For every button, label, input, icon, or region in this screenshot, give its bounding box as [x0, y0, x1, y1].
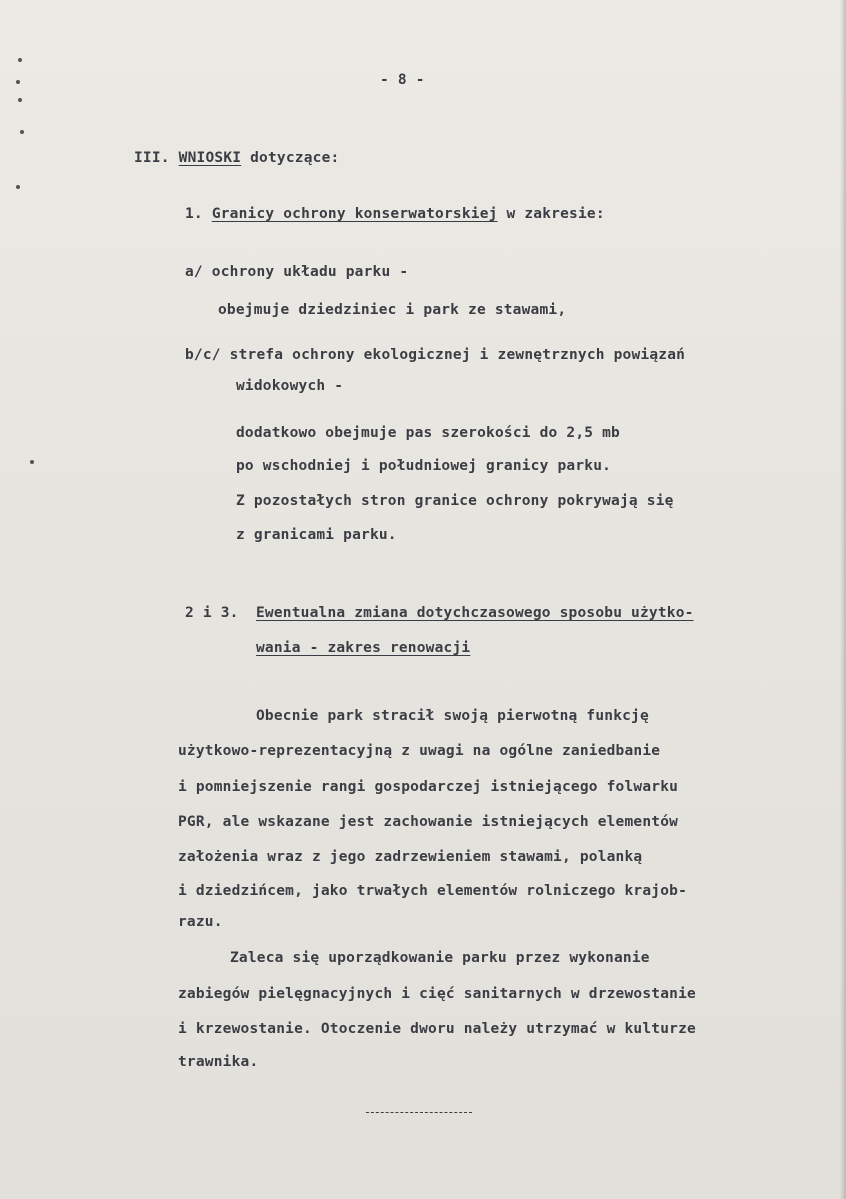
para2-line: trawnika. [178, 1054, 259, 1070]
punch-hole [16, 80, 20, 84]
para1-line: użytkowo-reprezentacyjną z uwagi na ogólne zaniedbanie [178, 743, 661, 759]
para1-line: Obecnie park stracił swoją pierwotną funkcję [256, 708, 649, 724]
para2-line: zabiegów pielęgnacyjnych i cięć sanitarnych w drzewostanie [178, 986, 696, 1002]
para1-line: i pomniejszenie rangi gospodarczej istniejącego folwarku [178, 779, 679, 795]
para1-line: PGR, ale wskazane jest zachowanie istniejących elementów [178, 814, 679, 830]
item1-number: 1. [185, 206, 203, 222]
point-bc-line6: z granicami parku. [236, 527, 397, 543]
item1-title: Granicy ochrony konserwatorskiej [211, 206, 498, 222]
section-title-rest: dotyczące: [250, 150, 340, 166]
point-bc-line2: widokowych - [236, 378, 344, 394]
punch-hole [20, 130, 24, 134]
section-title: WNIOSKI [178, 150, 242, 166]
item23-number: 2 i 3. [185, 605, 239, 621]
page-edge-shadow [840, 0, 846, 1199]
punch-hole [16, 185, 20, 189]
page-number: - 8 - [380, 72, 425, 88]
punch-hole [18, 58, 22, 62]
punch-hole [18, 98, 22, 102]
item23-title-line2: wania - zakres renowacji [256, 640, 471, 656]
point-bc-line4: po wschodniej i południowej granicy parku. [236, 458, 612, 474]
para1-line: i dziedzińcem, jako trwałych elementów rolniczego krajob- [178, 883, 687, 899]
section-number: III. [134, 150, 170, 166]
point-a-line1: a/ ochrony układu parku - [185, 264, 409, 280]
para1-line: razu. [178, 914, 223, 930]
section-heading [134, 150, 339, 166]
item1-heading [185, 206, 605, 222]
punch-holes [12, 40, 42, 540]
point-bc-line5: Z pozostałych stron granice ochrony pokrywają się [236, 493, 674, 509]
point-a-line2: obejmuje dziedziniec i park ze stawami, [218, 302, 567, 318]
item23-title-line1: Ewentualna zmiana dotychczasowego sposobu użytko- [256, 605, 694, 621]
point-bc-line3: dodatkowo obejmuje pas szerokości do 2,5 mb [236, 425, 620, 441]
punch-hole [30, 460, 34, 464]
para1-line: założenia wraz z jego zadrzewieniem stawami, polanką [178, 849, 643, 865]
item1-title-rest: w zakresie: [506, 206, 605, 222]
para2-line: i krzewostanie. Otoczenie dworu należy utrzymać w kulturze [178, 1021, 696, 1037]
point-bc-line1: b/c/ strefa ochrony ekologicznej i zewnętrznych powiązań [185, 347, 686, 363]
para2-line: Zaleca się uporządkowanie parku przez wykonanie [230, 950, 650, 966]
end-separator [366, 1112, 472, 1113]
